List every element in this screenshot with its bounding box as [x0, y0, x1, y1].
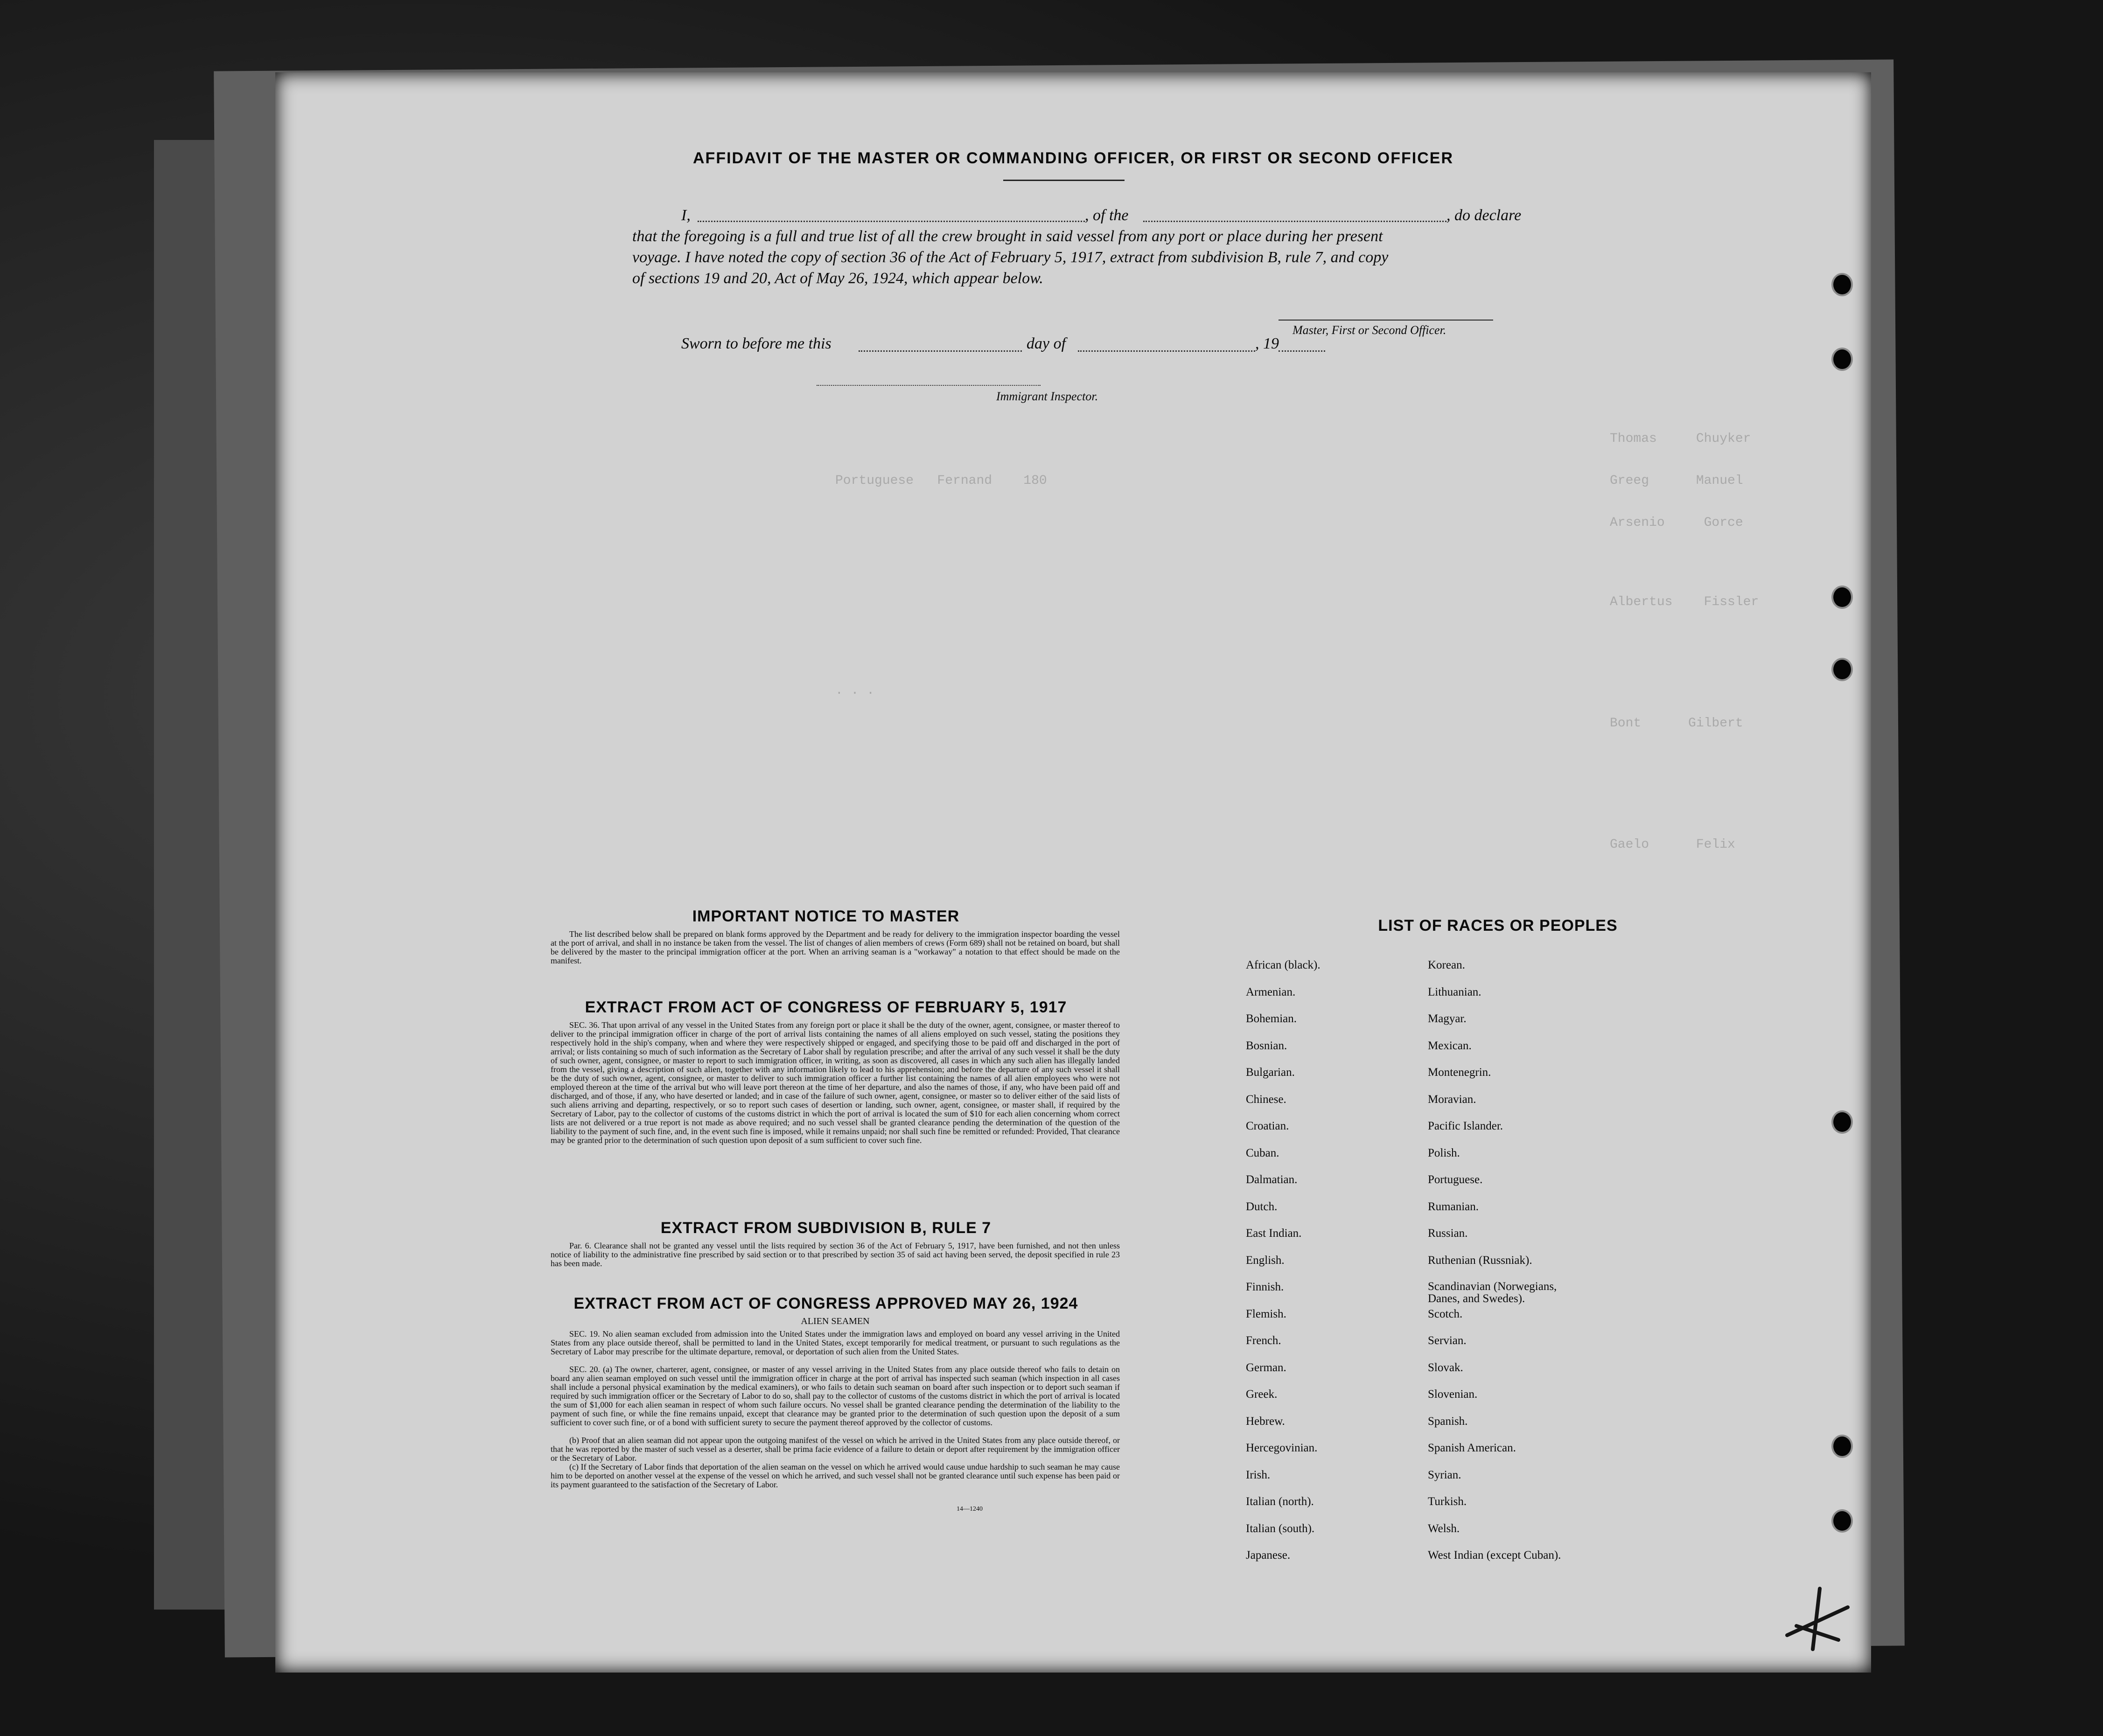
- race-item: French.: [1246, 1334, 1281, 1347]
- rule7-text: Par. 6. Clearance shall not be granted any vessel until the lists required by section 36 of the Act of February 5, 1917, have been furnished, and not then unless notice of liability to the administrative fine prescribed by said section or to that prescribed by section 35 of said act having been served, the deposit specified in rule 23 has been made.: [551, 1241, 1120, 1268]
- race-item: Cuban.: [1246, 1146, 1279, 1159]
- sworn-month-line[interactable]: [1078, 350, 1255, 352]
- alien-seamen-subtitle: ALIEN SEAMEN: [801, 1316, 870, 1326]
- race-item: East Indian.: [1246, 1227, 1302, 1240]
- race-item: Mexican.: [1428, 1039, 1472, 1052]
- bleed-through-text: Albertus Fissler: [1610, 595, 1759, 609]
- race-item: Slovenian.: [1428, 1388, 1478, 1401]
- bleed-through-text: Greeg Manuel: [1610, 474, 1743, 488]
- race-item: Scotch.: [1428, 1307, 1463, 1320]
- race-item: Moravian.: [1428, 1093, 1476, 1106]
- sec20c-text: (c) If the Secretary of Labor finds that deportation of the alien seaman on the vessel on which he arrived would cause undue hardship to such seaman he may cause him to be deported on another vessel at the expense of the vessel on which he arrived, and such vessel shall not be granted clearance until such expense has been paid or its payment guaranteed to the satisfaction of the Secretary of Labor.: [551, 1462, 1120, 1489]
- year-prefix: , 19: [1255, 335, 1279, 352]
- sworn-year-line[interactable]: [1279, 350, 1325, 352]
- race-item: Greek.: [1246, 1388, 1278, 1401]
- bleed-through-text: Thomas Chuyker: [1610, 432, 1751, 446]
- race-item: Turkish.: [1428, 1495, 1467, 1508]
- rule7-title: EXTRACT FROM SUBDIVISION B, RULE 7: [660, 1219, 992, 1237]
- extract-1917-title: EXTRACT FROM ACT OF CONGRESS OF FEBRUARY 5, 1917: [585, 998, 1067, 1016]
- affidavit-i: I,: [681, 207, 691, 224]
- punch-hole: [1831, 348, 1853, 371]
- race-item: Lithuanian.: [1428, 985, 1481, 998]
- race-item: Bosnian.: [1246, 1039, 1287, 1052]
- sworn-label: Sworn to before me this: [681, 335, 831, 352]
- race-item: Hebrew.: [1246, 1415, 1285, 1428]
- affidavit-title: AFFIDAVIT OF THE MASTER OR COMMANDING OFFICER, OR FIRST OR SECOND OFFICER: [693, 149, 1453, 167]
- punch-hole: [1831, 1110, 1853, 1134]
- race-item: Italian (south).: [1246, 1522, 1315, 1535]
- race-item: Croatian.: [1246, 1120, 1289, 1132]
- race-item: Hercegovinian.: [1246, 1442, 1318, 1454]
- race-item: English.: [1246, 1254, 1285, 1267]
- race-item: Korean.: [1428, 959, 1465, 971]
- punch-hole: [1831, 1435, 1853, 1458]
- races-title: LIST OF RACES OR PEOPLES: [1378, 917, 1618, 934]
- race-item: Scandinavian (Norwegians, Danes, and Swedes).: [1428, 1280, 1557, 1305]
- affidavit-of-the: , of the: [1085, 207, 1129, 224]
- bleed-through-text: Portuguese Fernand 180: [835, 474, 1047, 488]
- sworn-date-line[interactable]: [859, 350, 1022, 352]
- race-item: Dutch.: [1246, 1200, 1278, 1213]
- race-item: Portuguese.: [1428, 1173, 1483, 1186]
- inspector-signature-line[interactable]: [817, 385, 1041, 386]
- notice-text: The list described below shall be prepared on blank forms approved by the Department and be ready for delivery to the immigration inspector boarding the vessel at the port of arrival, and shall in no instance be taken from the vessel. The list of changes of alien members of crews (Form 689) shall not be retained on board, but shall be delivered by the master to the principal immigration officer at the port. When an arriving seaman is a "workaway" a notation to that effect should be made on the manifest.: [551, 929, 1120, 965]
- punch-hole: [1831, 586, 1853, 609]
- race-item: Finnish.: [1246, 1281, 1284, 1293]
- punch-hole: [1831, 658, 1853, 681]
- race-item: Irish.: [1246, 1468, 1271, 1481]
- affidavit-line-4: of sections 19 and 20, Act of May 26, 1924, which appear below.: [632, 270, 1043, 287]
- punch-hole: [1831, 273, 1853, 296]
- sec19-text: SEC. 19. No alien seaman excluded from admission into the United States under the immigration laws and employed on board any vessel arriving in the United States from any place outside thereof, shall be permitted to land in the United States, except temporarily for medical treatment, or pursuant to such regulations as the Secretary of Labor may prescribe for the ultimate departure, removal, or deportation of such alien from the United States.: [551, 1329, 1120, 1356]
- bleed-through-text: Arsenio Gorce: [1610, 516, 1743, 530]
- notice-title: IMPORTANT NOTICE TO MASTER: [692, 907, 960, 925]
- form-number: 14—1240: [957, 1506, 983, 1513]
- day-of-label: day of: [1027, 335, 1066, 352]
- master-caption: Master, First or Second Officer.: [1293, 323, 1446, 337]
- race-item: Armenian.: [1246, 985, 1296, 998]
- race-item: Polish.: [1428, 1146, 1460, 1159]
- race-item: Rumanian.: [1428, 1200, 1479, 1213]
- race-item: Bohemian.: [1246, 1012, 1297, 1025]
- handwritten-page-number: [1768, 1579, 1862, 1663]
- bleed-through-text: Bont Gilbert: [1610, 716, 1743, 731]
- master-signature-line[interactable]: [1279, 320, 1493, 321]
- bleed-through-text: . . .: [835, 683, 875, 698]
- race-item: Ruthenian (Russniak).: [1428, 1254, 1532, 1267]
- extract-1924-title: EXTRACT FROM ACT OF CONGRESS APPROVED MAY 26, 1924: [573, 1295, 1078, 1312]
- title-underline: [1003, 180, 1125, 181]
- sec20b-text: (b) Proof that an alien seaman did not appear upon the outgoing manifest of the vessel on which he arrived in the United States from any place outside thereof, or that he was reported by the master of such vessel as a deserter, shall be prima facie evidence of a failure to detain or deport after requirement by the immigration officer or the Secretary of Labor.: [551, 1436, 1120, 1463]
- race-item: Flemish.: [1246, 1307, 1286, 1320]
- race-item: Russian.: [1428, 1227, 1468, 1240]
- race-item: Montenegrin.: [1428, 1066, 1491, 1079]
- punch-hole: [1831, 1509, 1853, 1533]
- race-item: Italian (north).: [1246, 1495, 1314, 1508]
- race-item: West Indian (except Cuban).: [1428, 1549, 1561, 1562]
- affidavit-line-2: that the foregoing is a full and true list of all the crew brought in said vessel from any port or place during her present: [632, 228, 1383, 245]
- race-item: Japanese.: [1246, 1549, 1291, 1562]
- race-item: Spanish American.: [1428, 1442, 1516, 1454]
- race-item: African (black).: [1246, 959, 1320, 971]
- race-item: Servian.: [1428, 1334, 1467, 1347]
- race-item: German.: [1246, 1361, 1286, 1374]
- race-item: Slovak.: [1428, 1361, 1463, 1374]
- affidavit-line-3: voyage. I have noted the copy of section 36 of the Act of February 5, 1917, extract from subdivision B, rule 7, and copy: [632, 249, 1389, 266]
- race-item: Syrian.: [1428, 1468, 1461, 1481]
- manifest-page: [275, 72, 1871, 1673]
- inspector-caption: Immigrant Inspector.: [996, 390, 1098, 403]
- affidavit-do-declare: , do declare: [1446, 207, 1522, 224]
- name-line[interactable]: [698, 221, 1085, 222]
- vessel-line[interactable]: [1143, 221, 1446, 222]
- race-item: Chinese.: [1246, 1093, 1286, 1106]
- bleed-through-text: Gaelo Felix: [1610, 837, 1735, 852]
- race-item: Pacific Islander.: [1428, 1120, 1503, 1132]
- race-item: Spanish.: [1428, 1415, 1468, 1428]
- race-item: Welsh.: [1428, 1522, 1460, 1535]
- race-item: Dalmatian.: [1246, 1173, 1298, 1186]
- sec20a-text: SEC. 20. (a) The owner, charterer, agent, consignee, or master of any vessel arriving in the United States from any place outside thereof who fails to detain on board any alien seaman employed on such vessel until the immigration officer in charge at the port of arrival has inspected such seaman (which inspection in all cases shall include a personal physical examination by the medical examiners), or who fails to detain such seaman on board after such inspection or to deport such seaman if required by such immigration officer or the Secretary of Labor to do so, shall pay to the collector of customs of the customs district in which the port of arrival is located the sum of $1,000 for each alien seaman in respect of whom such failure occurs. No vessel shall be granted clearance pending the determination of the liability to the payment of such fine, or while the fine remains unpaid, except that clearance may be granted prior to the determination of such question upon the deposit of a sum sufficient to cover such fine, or of a bond with sufficient surety to secure the payment thereof approved by the collector of customs.: [551, 1365, 1120, 1427]
- extract-1917-text: SEC. 36. That upon arrival of any vessel in the United States from any foreign port or place it shall be the duty of the owner, agent, consignee, or master thereof to deliver to the principal immigration officer in charge of the port of arrival lists containing the names of all aliens employed on such vessel, stating the positions they respectively hold in the ship's company, when and where they were respectively shipped or engaged, and specifying those to be paid off and discharged in the port of arrival; or lists containing so much of such information as the Secretary of Labor shall by regulation prescribe; and after the arrival of any such vessel it shall be the duty of such owner, agent, consignee, or master to report to such immigration officer, in writing, as soon as discovered, all cases in which any such alien has illegally landed from the vessel, giving a description of such alien, together with any information likely to lead to his apprehension; and before the departure of any such vessel it shall be the duty of such owner, agent, consignee, or master to deliver to such immigration officer a further list containing the names of all alien employees who were not employed thereon at the time of the arrival but who will leave port thereon at the time of her departure, and also the names of those, if any, who have been paid off and discharged, and of those, if any, who have deserted or landed; and in case of the failure of such owner, agent, consignee, or master so to deliver either of the said lists of such aliens arriving and departing, respectively, or so to report such cases of desertion or landing, such owner, agent, consignee, or master shall, if required by the Secretary of Labor, pay to the collector of customs of the customs district in which the port of arrival is located the sum of $10 for each alien concerning whom correct lists are not delivered or a true report is not made as above required; and no such vessel shall be granted clearance pending the determination of the question of the liability to the payment of such fine, and, in the event such fine is imposed, while it remains unpaid; nor shall such fine be remitted or refunded: Provided, That clearance may be granted prior to the determination of such question upon deposit of a sum sufficient to cover such fine.: [551, 1020, 1120, 1145]
- race-item: Bulgarian.: [1246, 1066, 1295, 1079]
- race-item: Magyar.: [1428, 1012, 1467, 1025]
